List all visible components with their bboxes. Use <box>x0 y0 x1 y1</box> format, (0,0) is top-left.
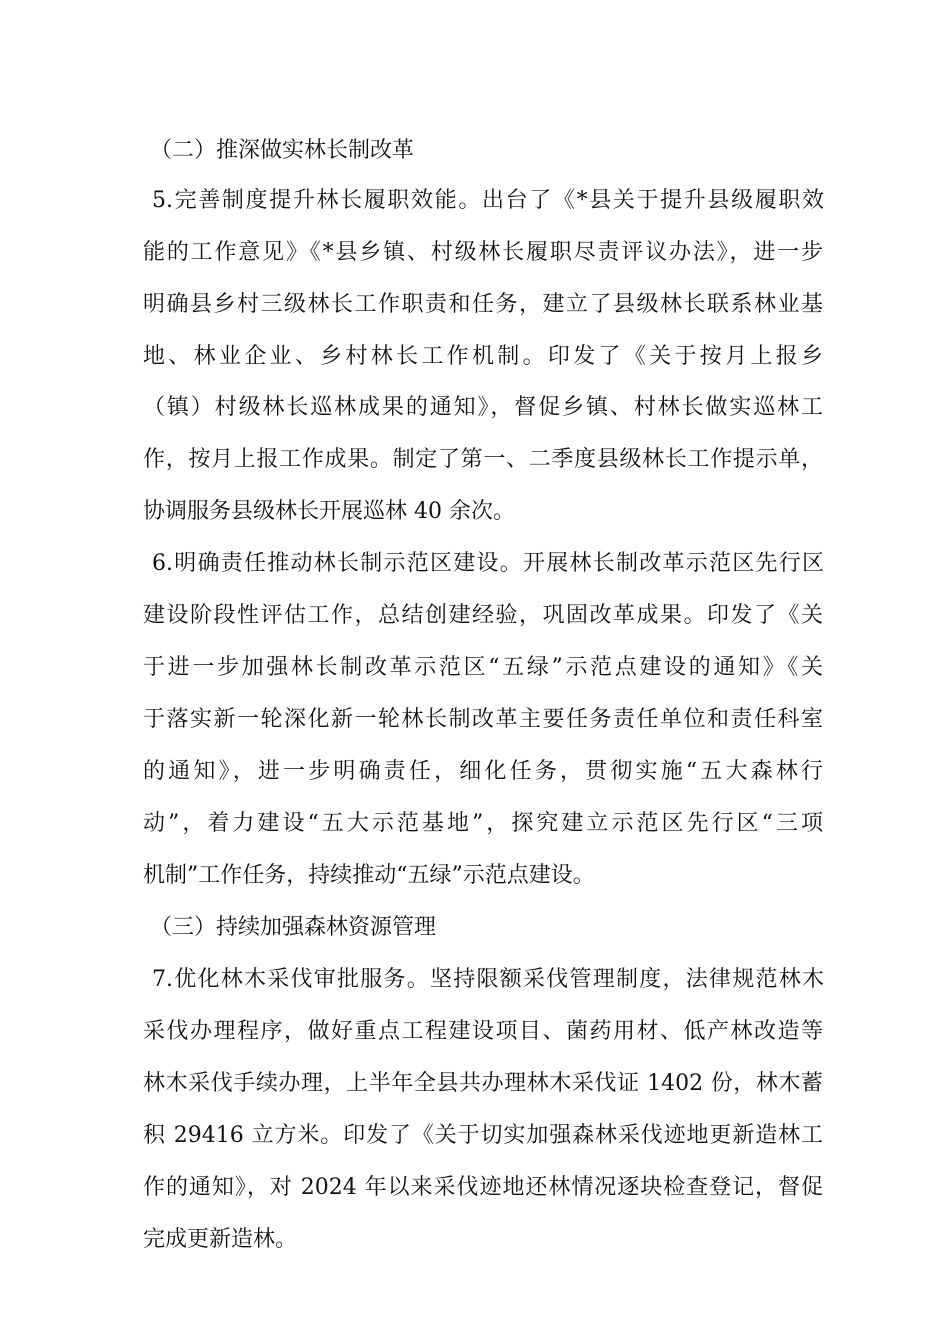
paragraph-5-line-4: 地、林业企业、乡村林长工作机制。印发了《关于按月上报乡 <box>143 344 823 369</box>
paragraph-5-line-6: 作，按月上报工作成果。制定了第一、二季度县级林长工作提示单， <box>143 447 823 472</box>
paragraph-6-line-3: 于进一步加强林长制改革示范区“五绿”示范点建设的通知》《关 <box>143 655 823 680</box>
paragraph-7-line-5: 作的通知》，对 2024 年以来采伐迹地还林情况逐块检查登记，督促 <box>143 1175 823 1200</box>
paragraph-7-line-4: 积 29416 立方米。印发了《关于切实加强森林采伐迹地更新造林工 <box>143 1123 823 1148</box>
paragraph-5-line-7: 协调服务县级林长开展巡林 40 余次。 <box>143 499 515 524</box>
paragraph-5-line-5: （镇）村级林长巡林成果的通知》，督促乡镇、村林长做实巡林工 <box>143 395 823 420</box>
paragraph-6-line-4: 于落实新一轮深化新一轮林长制改革主要任务责任单位和责任科室 <box>143 707 823 732</box>
section-heading-2: （二）推深做实林长制改革 <box>150 138 415 163</box>
paragraph-5-line-1: 5.完善制度提升林长履职效能。出台了《*县关于提升县级履职效 <box>152 188 824 213</box>
section-heading-3: （三）持续加强森林资源管理 <box>150 915 437 940</box>
paragraph-6-line-7: 机制”工作任务，持续推动“五绿”示范点建设。 <box>143 863 595 888</box>
paragraph-6-line-6: 动”，着力建设“五大示范基地”，探究建立示范区先行区“三项 <box>143 811 823 836</box>
paragraph-7-line-6: 完成更新造林。 <box>143 1227 298 1252</box>
paragraph-6-line-2: 建设阶段性评估工作，总结创建经验，巩固改革成果。印发了《关 <box>143 603 823 628</box>
paragraph-7-line-3: 林木采伐手续办理，上半年全县共办理林木采伐证 1402 份，林木蓄 <box>143 1071 823 1096</box>
paragraph-5-line-2: 能的工作意见》《*县乡镇、村级林长履职尽责评议办法》，进一步 <box>143 240 823 265</box>
paragraph-7-line-1: 7.优化林木采伐审批服务。坚持限额采伐管理制度，法律规范林木 <box>152 967 824 992</box>
paragraph-7-line-2: 采伐办理程序，做好重点工程建设项目、菌药用材、低产林改造等 <box>143 1019 823 1044</box>
paragraph-5-line-3: 明确县乡村三级林长工作职责和任务，建立了县级林长联系林业基 <box>143 292 823 317</box>
paragraph-6-line-5: 的通知》，进一步明确责任，细化任务，贯彻实施“五大森林行 <box>143 759 823 784</box>
paragraph-6-line-1: 6.明确责任推动林长制示范区建设。开展林长制改革示范区先行区 <box>152 551 824 576</box>
